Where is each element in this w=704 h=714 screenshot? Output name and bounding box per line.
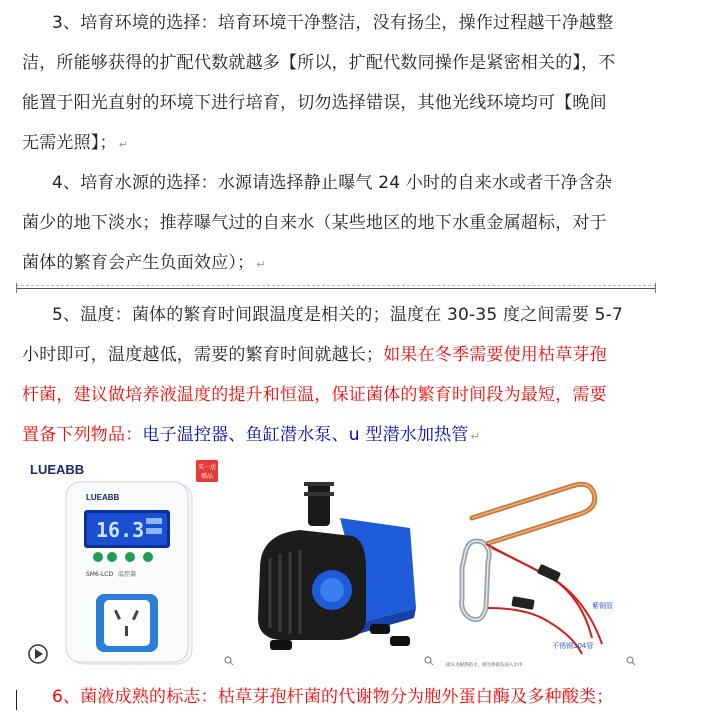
aquarium-pump-image[interactable] <box>240 458 436 672</box>
controller-brand: LUEABB <box>30 462 85 477</box>
label-copper: 紫铜管 <box>592 602 613 610</box>
para4-line2: 菌少的地下淡水；推荐曝气过的自来水（某些地区的地下水重金属超标，对于 <box>22 213 607 233</box>
para3-line2: 洁，所能够获得的扩配代数就越多【所以，扩配代数同操作是紧密相关的】，不 <box>22 53 616 73</box>
para3-line4 <box>22 133 128 155</box>
page-break-line <box>16 288 656 289</box>
para5-line4-blue: 电子温控器、鱼缸潜水泵、u 型潜水加热管 <box>142 425 469 445</box>
device-brand: LUEABB <box>86 493 120 502</box>
para5-line2 <box>22 345 607 365</box>
paragraph-mark: ↵ <box>118 138 129 151</box>
paragraph-mark: ↵ <box>256 258 266 271</box>
controller-badge-line2: 赠品 <box>200 473 214 480</box>
para5-line4-red: 置备下列物品： <box>22 425 143 445</box>
controller-badge-line1: 买一送 <box>197 464 217 471</box>
page-break-tick-right <box>655 283 656 293</box>
controller-display: 16.3 <box>96 518 145 542</box>
heater-caption: 接头为耐热防水，请勿将接头浸入水中 <box>446 663 523 668</box>
para4-line3 <box>22 253 266 275</box>
play-icon[interactable] <box>29 645 47 663</box>
para6-line1: 6、菌液成熟的标志：枯草芽孢杆菌的代谢物分为胞外蛋白酶及多种酸类； <box>52 687 614 707</box>
temperature-controller-illustration <box>26 458 234 672</box>
aquarium-pump-illustration <box>240 458 436 672</box>
para4-line1: 4、培育水源的选择：水源请选择静止曝气 24 小时的自来水或者干净含杂 <box>52 173 613 193</box>
u-heater-illustration <box>442 458 638 672</box>
page-break-divider <box>16 285 656 291</box>
para5-line2-black: 小时即可，温度越低，需要的繁育时间就越长； <box>22 345 384 365</box>
paragraph-mark: ↵ <box>470 430 481 443</box>
para5-line4 <box>22 425 480 447</box>
para5-line3: 杆菌，建议做培养液温度的提升和恒温，保证菌体的繁育时间段为最短，需要 <box>22 385 607 405</box>
model-label: SM6-LCD <box>86 571 114 578</box>
page-break-tick-left <box>16 283 17 293</box>
label-steel: 不锈钢304管 <box>552 642 594 650</box>
u-heater-image[interactable] <box>442 458 638 672</box>
para3-line1: 3、培育环境的选择：培育环境干净整洁，没有扬尘，操作过程越干净越整 <box>52 13 614 33</box>
page-break-dash <box>16 285 656 287</box>
para4-line3-text: 菌体的繁育会产生负面效应）； <box>22 253 255 273</box>
para3-line4-text: 无需光照】； <box>22 133 117 153</box>
para5-line1: 5、温度：菌体的繁育时间跟温度是相关的；温度在 30-35 度之间需要 5-7 <box>52 305 623 325</box>
para3-line3: 能置于阳光直射的环境下进行培育，切勿选择错误，其他光线环境均可【晚间 <box>22 93 607 113</box>
model-desc: 温控器 <box>118 571 137 578</box>
text-cursor <box>16 690 17 710</box>
para5-line2-red: 如果在冬季需要使用枯草芽孢 <box>383 345 607 365</box>
temperature-controller-image[interactable] <box>26 458 234 672</box>
